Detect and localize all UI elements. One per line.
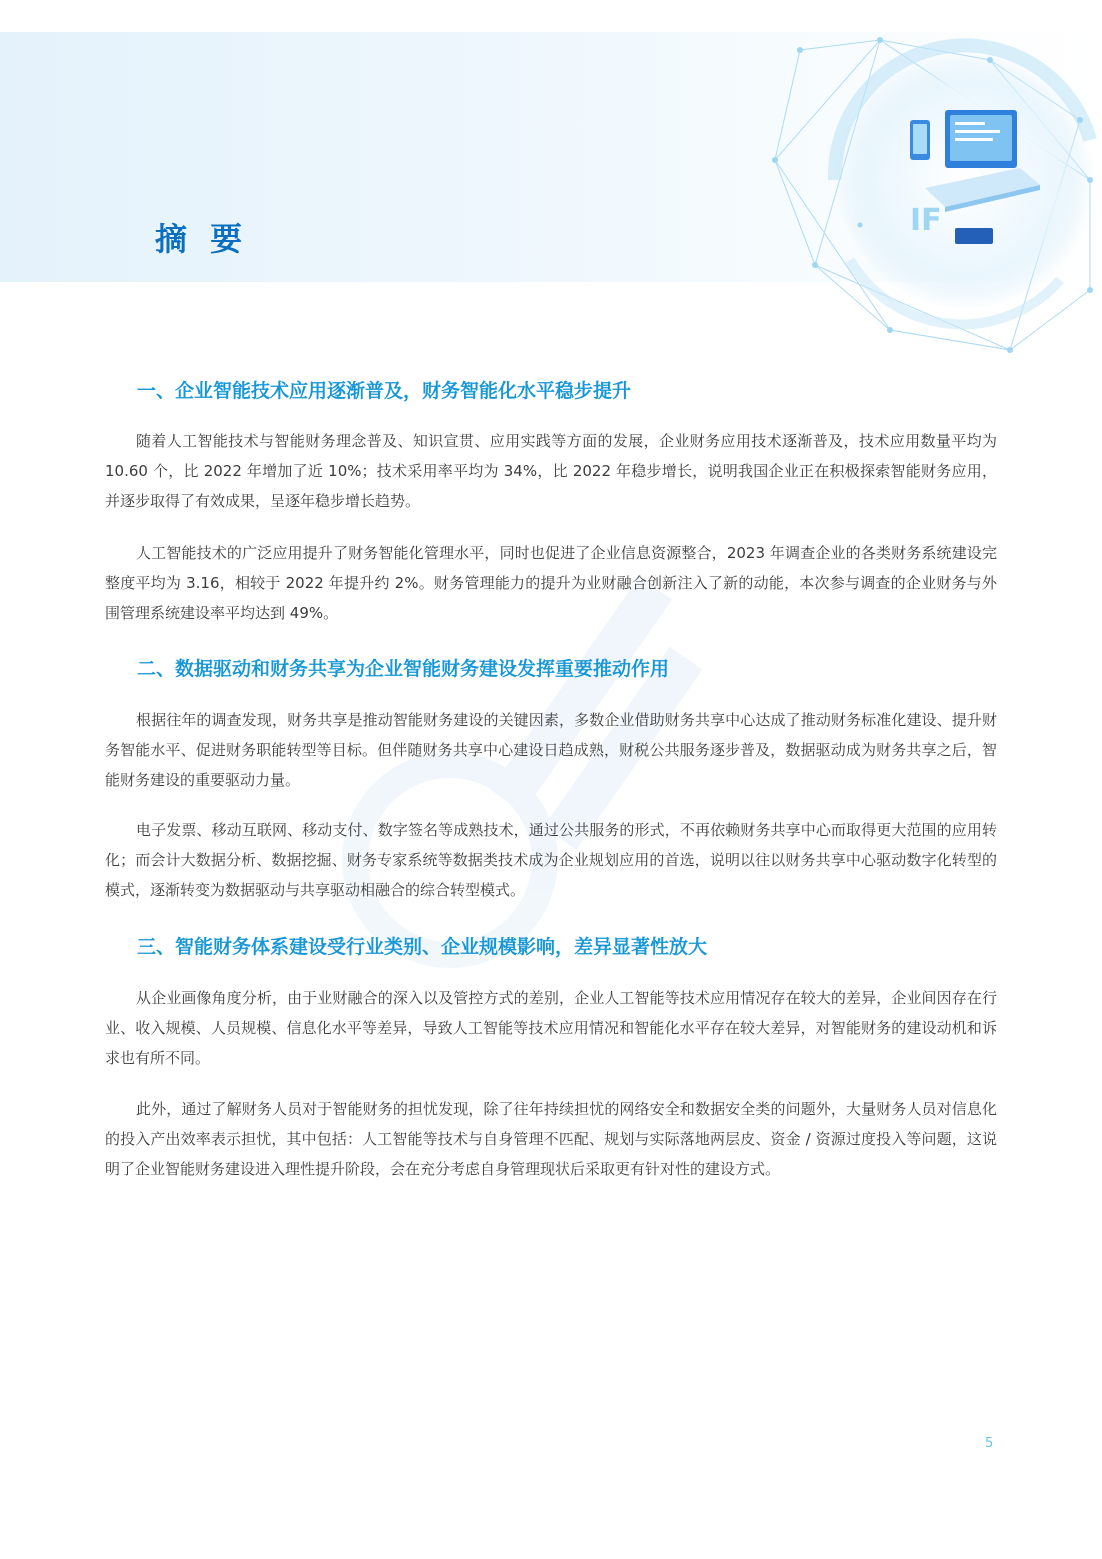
body-paragraph: 从企业画像角度分析，由于业财融合的深入以及管控方式的差别，企业人工智能等技术应用情况存在较大的差异，企业间因存在行业、收入规模、人员规模、信息化水平等差异，导致人工智能等技术应用情况和智能化水平存在较大差异，对智能财务的建设动机和诉求也有所不同。 (105, 989, 997, 1067)
page-number: 5 (985, 1436, 994, 1451)
svg-text:IF: IF (910, 203, 942, 238)
section-heading: 三、智能财务体系建设受行业类别、企业规模影响，差异显著性放大 (137, 936, 708, 958)
body-paragraph: 人工智能技术的广泛应用提升了财务智能化管理水平，同时也促进了企业信息资源整合，2023 年调查企业的各类财务系统建设完整度平均为 3.16，相较于 2022 年提升约 2%。财务管理能力的提升为业财融合创新注入了新的动能，本次参与调查的企业财务与外围管理系统建设率平均达到 49%。 (105, 544, 997, 622)
section-heading: 一、企业智能技术应用逐渐普及，财务智能化水平稳步提升 (137, 380, 632, 402)
page-title: 摘 要 (155, 220, 249, 258)
body-paragraph: 根据往年的调查发现，财务共享是推动智能财务建设的关键因素，多数企业借助财务共享中心达成了推动财务标准化建设、提升财务智能水平、促进财务职能转型等目标。但伴随财务共享中心建设日趋成熟，财税公共服务逐步普及，数据驱动成为财务共享之后，智能财务建设的重要驱动力量。 (105, 711, 997, 789)
body-paragraph: 电子发票、移动互联网、移动支付、数字签名等成熟技术，通过公共服务的形式，不再依赖财务共享中心而取得更大范围的应用转化；而会计大数据分析、数据挖掘、财务专家系统等数据类技术成为企业规划应用的首选，说明以往以财务共享中心驱动数字化转型的模式，逐渐转变为数据驱动与共享驱动相融合的综合转型模式。 (105, 821, 997, 899)
body-paragraph: 此外，通过了解财务人员对于智能财务的担忧发现，除了往年持续担忧的网络安全和数据安全类的问题外，大量财务人员对信息化的投入产出效率表示担忧，其中包括：人工智能等技术与自身管理不匹配、规划与实际落地两层皮、资金 / 资源过度投入等问题，这说明了企业智能财务建设进入理性提升阶段，会在充分考虑自身管理现状后采取更有针对性的建设方式。 (105, 1100, 997, 1178)
tech-network-laptop-illustration (760, 30, 1102, 370)
body-paragraph: 随着人工智能技术与智能财务理念普及、知识宣贯、应用实践等方面的发展，企业财务应用技术逐渐普及，技术应用数量平均为 10.60 个，比 2022 年增加了近 10%；技术采用率平均为 34%，比 2022 年稳步增长，说明我国企业正在积极探索智能财务应用，并逐步取得了有效成果，呈逐年稳步增长趋势。 (105, 432, 997, 510)
section-heading: 二、数据驱动和财务共享为企业智能财务建设发挥重要推动作用 (137, 658, 670, 680)
